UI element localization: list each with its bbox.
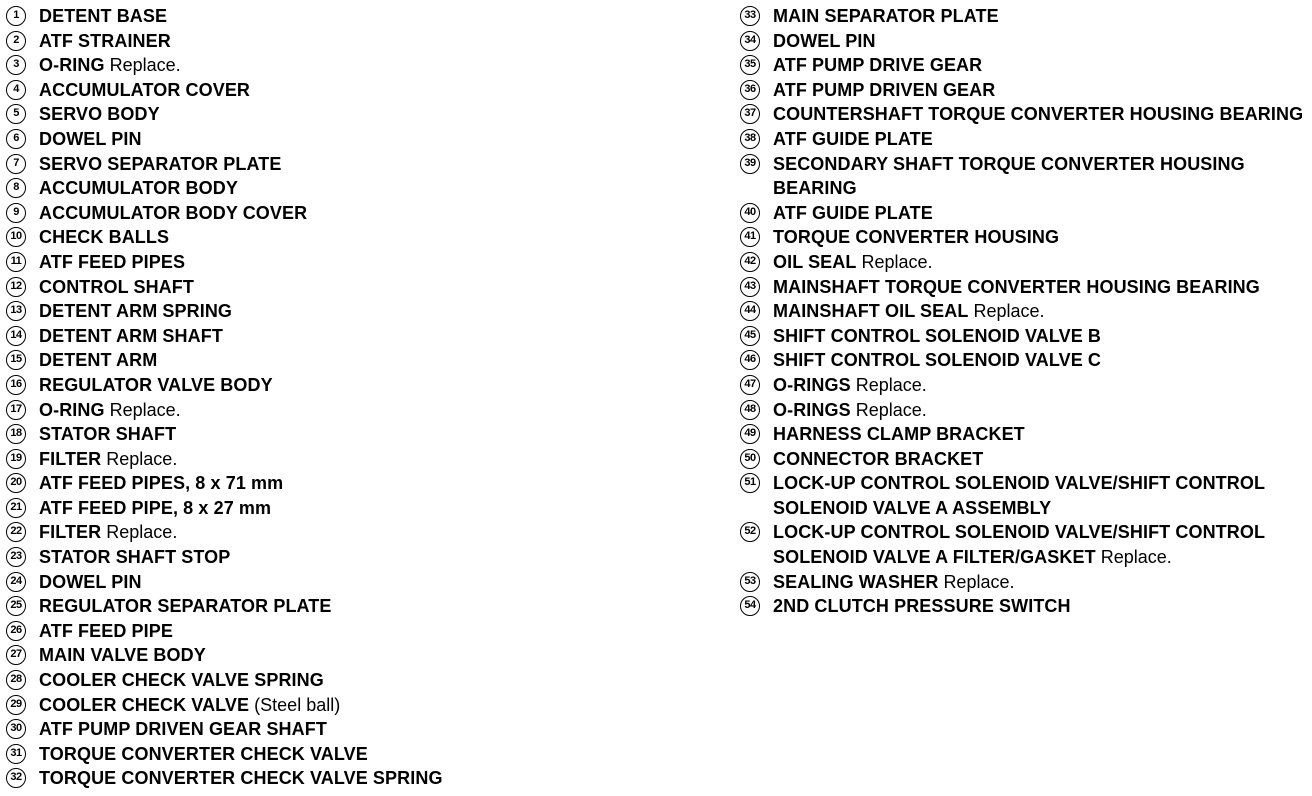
part-item bbox=[740, 570, 1310, 595]
part-text bbox=[39, 471, 706, 496]
part-item bbox=[6, 398, 706, 423]
part-text bbox=[39, 766, 706, 791]
part-note: Replace. bbox=[106, 448, 178, 469]
part-text bbox=[39, 717, 706, 742]
part-note: Replace. bbox=[855, 374, 927, 395]
part-name: COUNTERSHAFT TORQUE CONVERTER HOUSING BEARING bbox=[773, 104, 1304, 125]
part-item bbox=[740, 127, 1310, 152]
parts-list-right-column bbox=[740, 4, 1310, 619]
part-number-badge: 42 bbox=[740, 252, 760, 272]
part-text bbox=[39, 570, 706, 595]
part-number-badge: 16 bbox=[6, 375, 26, 395]
part-name: SEALING WASHER bbox=[773, 571, 939, 592]
part-item bbox=[740, 4, 1310, 29]
part-item bbox=[6, 594, 706, 619]
part-item bbox=[6, 53, 706, 78]
part-item bbox=[6, 4, 706, 29]
part-item bbox=[6, 742, 706, 767]
part-text bbox=[773, 447, 1310, 472]
part-item bbox=[740, 594, 1310, 619]
part-number-badge: 6 bbox=[6, 129, 26, 149]
part-number-badge: 11 bbox=[6, 252, 26, 272]
part-number-badge: 15 bbox=[6, 350, 26, 370]
part-item bbox=[740, 520, 1310, 569]
part-name: HARNESS CLAMP BRACKET bbox=[773, 424, 1025, 445]
part-name: DOWEL PIN bbox=[773, 30, 876, 51]
part-item bbox=[6, 29, 706, 54]
part-text bbox=[773, 201, 1310, 226]
part-item bbox=[740, 102, 1310, 127]
part-item bbox=[6, 643, 706, 668]
part-name: REGULATOR SEPARATOR PLATE bbox=[39, 596, 332, 617]
part-number-badge: 51 bbox=[740, 473, 760, 493]
part-number-badge: 28 bbox=[6, 670, 26, 690]
part-name: O-RINGS bbox=[773, 374, 851, 395]
part-name: ATF FEED PIPE bbox=[39, 620, 173, 641]
part-text bbox=[39, 668, 706, 693]
part-name: CHECK BALLS bbox=[39, 227, 170, 248]
part-number-badge: 14 bbox=[6, 326, 26, 346]
part-item bbox=[740, 422, 1310, 447]
part-item bbox=[6, 348, 706, 373]
part-name: MAINSHAFT OIL SEAL bbox=[773, 301, 969, 322]
part-name: DETENT ARM SHAFT bbox=[39, 325, 223, 346]
part-number-badge: 4 bbox=[6, 80, 26, 100]
part-text bbox=[773, 520, 1310, 569]
part-name: ACCUMULATOR BODY COVER bbox=[39, 202, 308, 223]
part-number-badge: 35 bbox=[740, 55, 760, 75]
part-number-badge: 2 bbox=[6, 31, 26, 51]
part-number-badge: 8 bbox=[6, 178, 26, 198]
part-text bbox=[39, 176, 706, 201]
part-number-badge: 34 bbox=[740, 31, 760, 51]
part-number-badge: 24 bbox=[6, 572, 26, 592]
part-text bbox=[39, 78, 706, 103]
part-number-badge: 41 bbox=[740, 227, 760, 247]
part-name: TORQUE CONVERTER CHECK VALVE SPRING bbox=[39, 768, 443, 789]
part-name: O-RING bbox=[39, 399, 105, 420]
part-text bbox=[773, 102, 1310, 127]
part-number-badge: 45 bbox=[740, 326, 760, 346]
part-number-badge: 50 bbox=[740, 449, 760, 469]
parts-list-left-column bbox=[6, 4, 706, 791]
part-item bbox=[740, 275, 1310, 300]
part-number-badge: 46 bbox=[740, 350, 760, 370]
part-text bbox=[39, 643, 706, 668]
part-text bbox=[773, 127, 1310, 152]
part-note: Replace. bbox=[1100, 547, 1172, 568]
part-name: CONTROL SHAFT bbox=[39, 276, 194, 297]
part-item bbox=[6, 693, 706, 718]
part-item bbox=[6, 520, 706, 545]
part-name: TORQUE CONVERTER HOUSING bbox=[773, 227, 1060, 248]
part-number-badge: 37 bbox=[740, 104, 760, 124]
part-text bbox=[39, 201, 706, 226]
part-item bbox=[740, 250, 1310, 275]
part-name: ACCUMULATOR BODY bbox=[39, 178, 238, 199]
part-text bbox=[773, 78, 1310, 103]
part-text bbox=[773, 471, 1310, 520]
part-text bbox=[39, 299, 706, 324]
part-name: ATF FEED PIPE, 8 x 27 mm bbox=[39, 497, 272, 518]
part-text bbox=[773, 29, 1310, 54]
part-number-badge: 26 bbox=[6, 621, 26, 641]
part-number-badge: 1 bbox=[6, 6, 26, 26]
part-number-badge: 7 bbox=[6, 154, 26, 174]
part-number-badge: 12 bbox=[6, 277, 26, 297]
part-name: MAIN SEPARATOR PLATE bbox=[773, 6, 999, 26]
part-item bbox=[6, 545, 706, 570]
part-item bbox=[6, 275, 706, 300]
part-number-badge: 33 bbox=[740, 6, 760, 26]
part-name: ATF PUMP DRIVEN GEAR SHAFT bbox=[39, 719, 327, 740]
part-number-badge: 25 bbox=[6, 596, 26, 616]
part-text bbox=[39, 29, 706, 54]
part-name: ATF PUMP DRIVEN GEAR bbox=[773, 79, 996, 100]
part-note: Replace. bbox=[106, 522, 178, 543]
part-note: Replace. bbox=[861, 251, 933, 272]
part-text bbox=[773, 250, 1310, 275]
part-number-badge: 38 bbox=[740, 129, 760, 149]
part-item bbox=[6, 201, 706, 226]
part-number-badge: 32 bbox=[6, 768, 26, 788]
part-number-badge: 22 bbox=[6, 522, 26, 542]
part-name: O-RING bbox=[39, 55, 105, 76]
part-text bbox=[39, 324, 706, 349]
part-name: COOLER CHECK VALVE SPRING bbox=[39, 670, 324, 691]
part-name: STATOR SHAFT bbox=[39, 424, 177, 445]
part-text bbox=[39, 422, 706, 447]
part-item bbox=[740, 373, 1310, 398]
part-name: ATF FEED PIPES bbox=[39, 251, 186, 272]
part-item bbox=[740, 78, 1310, 103]
part-text bbox=[39, 693, 706, 718]
part-number-badge: 36 bbox=[740, 80, 760, 100]
part-number-badge: 23 bbox=[6, 547, 26, 567]
part-item bbox=[6, 250, 706, 275]
part-number-badge: 31 bbox=[6, 744, 26, 764]
part-text bbox=[39, 275, 706, 300]
part-text bbox=[39, 127, 706, 152]
part-number-badge: 43 bbox=[740, 277, 760, 297]
part-name: LOCK-UP CONTROL SOLENOID VALVE/SHIFT CONTROL SOLENOID VALVE A FILTER/GASKET bbox=[773, 522, 1265, 568]
part-number-badge: 10 bbox=[6, 227, 26, 247]
part-text bbox=[773, 570, 1310, 595]
part-name: ATF FEED PIPES, 8 x 71 mm bbox=[39, 473, 284, 494]
part-item bbox=[6, 225, 706, 250]
part-name: REGULATOR VALVE BODY bbox=[39, 374, 273, 395]
part-name: ATF GUIDE PLATE bbox=[773, 128, 933, 149]
part-text bbox=[39, 496, 706, 521]
part-name: SECONDARY SHAFT TORQUE CONVERTER HOUSING BEARING bbox=[773, 153, 1245, 199]
part-text bbox=[773, 152, 1310, 201]
part-text bbox=[773, 594, 1310, 619]
part-number-badge: 52 bbox=[740, 522, 760, 542]
part-name: SERVO BODY bbox=[39, 104, 160, 125]
part-note: Replace. bbox=[973, 301, 1045, 322]
part-text bbox=[39, 152, 706, 177]
part-name: OIL SEAL bbox=[773, 251, 857, 272]
part-number-badge: 54 bbox=[740, 596, 760, 616]
part-name: ATF STRAINER bbox=[39, 30, 171, 51]
part-text bbox=[773, 324, 1310, 349]
part-number-badge: 44 bbox=[740, 301, 760, 321]
part-text bbox=[39, 619, 706, 644]
part-text bbox=[39, 398, 706, 423]
part-text bbox=[39, 447, 706, 472]
part-item bbox=[6, 422, 706, 447]
part-text bbox=[773, 422, 1310, 447]
part-item bbox=[6, 496, 706, 521]
part-text bbox=[39, 250, 706, 275]
part-name: FILTER bbox=[39, 522, 102, 543]
part-text bbox=[39, 520, 706, 545]
part-item bbox=[740, 201, 1310, 226]
part-item bbox=[6, 324, 706, 349]
part-number-badge: 27 bbox=[6, 645, 26, 665]
part-name: SERVO SEPARATOR PLATE bbox=[39, 153, 282, 174]
part-name: DETENT ARM SPRING bbox=[39, 301, 233, 322]
part-note: Replace. bbox=[855, 399, 927, 420]
part-item bbox=[6, 127, 706, 152]
part-item bbox=[6, 619, 706, 644]
part-name: CONNECTOR BRACKET bbox=[773, 448, 984, 469]
part-name: DOWEL PIN bbox=[39, 128, 142, 149]
part-item bbox=[740, 29, 1310, 54]
part-name: DOWEL PIN bbox=[39, 571, 142, 592]
part-item bbox=[740, 53, 1310, 78]
part-text bbox=[39, 4, 706, 29]
part-name: ACCUMULATOR COVER bbox=[39, 79, 251, 100]
part-number-badge: 20 bbox=[6, 473, 26, 493]
part-note: (Steel ball) bbox=[254, 694, 341, 715]
part-item bbox=[740, 324, 1310, 349]
part-name: MAIN VALVE BODY bbox=[39, 645, 206, 666]
part-text bbox=[773, 4, 1310, 29]
part-number-badge: 39 bbox=[740, 154, 760, 174]
part-item bbox=[740, 225, 1310, 250]
part-name: DETENT ARM bbox=[39, 350, 158, 371]
part-name: TORQUE CONVERTER CHECK VALVE bbox=[39, 743, 368, 764]
part-item bbox=[6, 373, 706, 398]
part-name: SHIFT CONTROL SOLENOID VALVE C bbox=[773, 350, 1102, 371]
part-text bbox=[773, 275, 1310, 300]
part-item bbox=[740, 348, 1310, 373]
part-item bbox=[6, 447, 706, 472]
part-item bbox=[6, 299, 706, 324]
part-number-badge: 13 bbox=[6, 301, 26, 321]
part-name: STATOR SHAFT STOP bbox=[39, 547, 231, 568]
part-text bbox=[773, 299, 1310, 324]
part-name: COOLER CHECK VALVE bbox=[39, 694, 250, 715]
part-name: 2ND CLUTCH PRESSURE SWITCH bbox=[773, 596, 1071, 617]
part-text bbox=[773, 373, 1310, 398]
part-item bbox=[6, 102, 706, 127]
part-number-badge: 17 bbox=[6, 400, 26, 420]
part-number-badge: 9 bbox=[6, 203, 26, 223]
part-text bbox=[773, 53, 1310, 78]
part-text bbox=[773, 398, 1310, 423]
part-item bbox=[6, 766, 706, 791]
part-note: Replace. bbox=[109, 55, 181, 76]
part-item bbox=[740, 152, 1310, 201]
part-name: DETENT BASE bbox=[39, 6, 168, 26]
part-number-badge: 48 bbox=[740, 400, 760, 420]
part-text bbox=[39, 373, 706, 398]
part-number-badge: 29 bbox=[6, 695, 26, 715]
part-text bbox=[39, 742, 706, 767]
part-item bbox=[740, 447, 1310, 472]
part-item bbox=[740, 299, 1310, 324]
part-name: FILTER bbox=[39, 448, 102, 469]
part-name: ATF GUIDE PLATE bbox=[773, 202, 933, 223]
part-name: SHIFT CONTROL SOLENOID VALVE B bbox=[773, 325, 1102, 346]
part-item bbox=[740, 398, 1310, 423]
part-number-badge: 18 bbox=[6, 424, 26, 444]
part-item bbox=[6, 668, 706, 693]
part-number-badge: 30 bbox=[6, 719, 26, 739]
part-text bbox=[39, 225, 706, 250]
part-name: MAINSHAFT TORQUE CONVERTER HOUSING BEARING bbox=[773, 276, 1260, 297]
part-item bbox=[6, 152, 706, 177]
part-name: LOCK-UP CONTROL SOLENOID VALVE/SHIFT CONTROL SOLENOID VALVE A ASSEMBLY bbox=[773, 473, 1265, 518]
part-text bbox=[773, 225, 1310, 250]
part-text bbox=[39, 545, 706, 570]
part-number-badge: 53 bbox=[740, 572, 760, 592]
part-item bbox=[6, 471, 706, 496]
part-text bbox=[39, 594, 706, 619]
part-item bbox=[6, 176, 706, 201]
part-name: O-RINGS bbox=[773, 399, 851, 420]
part-number-badge: 3 bbox=[6, 55, 26, 75]
part-note: Replace. bbox=[109, 399, 181, 420]
part-text bbox=[39, 102, 706, 127]
part-number-badge: 40 bbox=[740, 203, 760, 223]
part-number-badge: 49 bbox=[740, 424, 760, 444]
part-item bbox=[740, 471, 1310, 520]
part-item bbox=[6, 717, 706, 742]
part-text bbox=[39, 348, 706, 373]
part-item bbox=[6, 570, 706, 595]
part-number-badge: 47 bbox=[740, 375, 760, 395]
part-note: Replace. bbox=[943, 571, 1015, 592]
part-item bbox=[6, 78, 706, 103]
part-number-badge: 21 bbox=[6, 498, 26, 518]
part-name: ATF PUMP DRIVE GEAR bbox=[773, 55, 983, 76]
part-number-badge: 5 bbox=[6, 104, 26, 124]
part-text bbox=[773, 348, 1310, 373]
part-number-badge: 19 bbox=[6, 449, 26, 469]
part-text bbox=[39, 53, 706, 78]
